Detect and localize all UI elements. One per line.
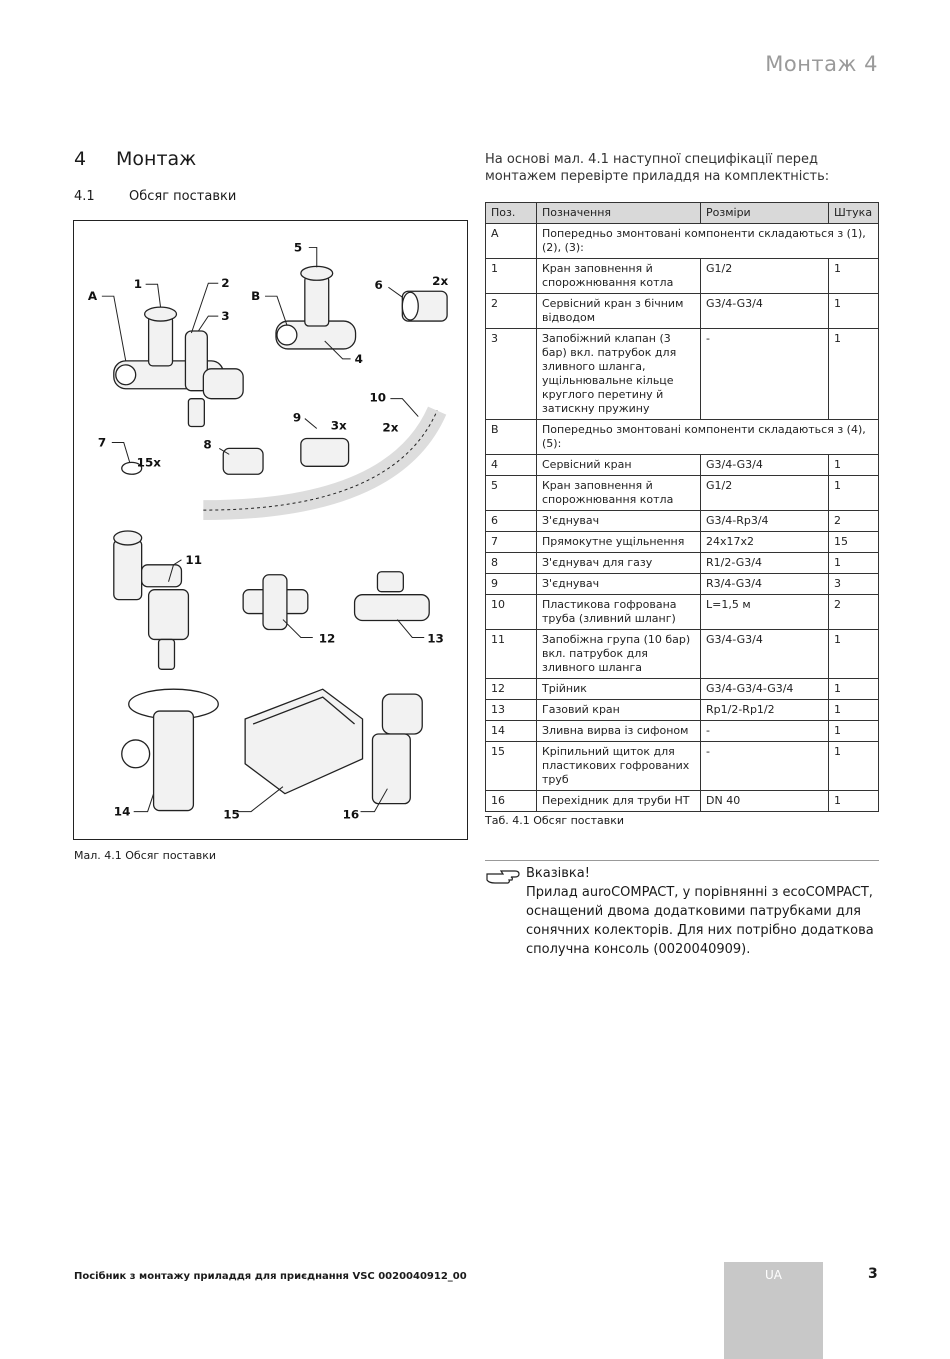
fig-label-8: 8	[203, 437, 212, 452]
fig-label-13: 13	[427, 631, 444, 646]
fig-label-2: 2	[221, 276, 230, 291]
table-row	[486, 553, 879, 574]
cell-qty: 1	[829, 455, 879, 476]
fig-label-B: B	[251, 289, 261, 304]
cell-pos: 1	[486, 259, 537, 294]
cell-name: Запобіжна група (10 бар) вкл. патрубок для зливного шланга	[537, 630, 701, 679]
cell-qty: 1	[829, 630, 879, 679]
cell-qty: 1	[829, 679, 879, 700]
cell-name: Газовий кран	[537, 700, 701, 721]
heading-1-title: Монтаж	[116, 148, 197, 170]
table-row	[486, 630, 879, 679]
table-body	[486, 224, 879, 812]
fig-label-9-qty: 3x	[330, 418, 347, 433]
cell-name: Зливна вирва із сифоном	[537, 721, 701, 742]
table-row	[486, 294, 879, 329]
cell-pos: B	[486, 420, 537, 455]
cell-size: 24x17x2	[701, 532, 829, 553]
cell-size: -	[701, 742, 829, 791]
col-header-pos: Поз.	[486, 203, 537, 224]
cell-name: Сервісний кран	[537, 455, 701, 476]
fig-label-3: 3	[221, 309, 230, 324]
cell-qty: 1	[829, 329, 879, 420]
fig-label-1: 1	[133, 277, 142, 292]
cell-pos: 15	[486, 742, 537, 791]
figure-caption: Мал. 4.1 Обсяг поставки	[74, 849, 217, 862]
table-row	[486, 721, 879, 742]
fig-label-12: 12	[318, 631, 336, 646]
col-header-name: Позначення	[537, 203, 701, 224]
table-row	[486, 679, 879, 700]
fig-label-15: 15	[223, 807, 240, 822]
cell-pos: 9	[486, 574, 537, 595]
figure-delivery-scope	[73, 220, 468, 840]
heading-2-title: Обсяг поставки	[129, 189, 237, 204]
figure-illustration	[74, 221, 467, 839]
cell-size: R3/4-G3/4	[701, 574, 829, 595]
delivery-scope-table	[485, 202, 879, 812]
cell-qty: 1	[829, 553, 879, 574]
cell-pos: 7	[486, 532, 537, 553]
fig-label-16: 16	[342, 807, 360, 822]
table-row	[486, 259, 879, 294]
cell-pos: 11	[486, 630, 537, 679]
note-title: Вказівка!	[526, 866, 590, 881]
fig-label-10-qty: 2x	[382, 420, 399, 435]
cell-qty: 1	[829, 294, 879, 329]
cell-name: Кран заповнення й спорожнювання котла	[537, 259, 701, 294]
fig-label-4: 4	[354, 351, 363, 366]
note-text: Прилад auroCOMPACT, у порівнянні з ecoCOMPACT, оснащений двома додатковими патрубками для сонячних колекторів. Для них потрібно додаткова сполучна консоль (0020040909).	[526, 885, 874, 957]
fig-label-7: 7	[97, 435, 107, 450]
table-row	[486, 742, 879, 791]
fig-label-9: 9	[292, 410, 302, 425]
cell-qty: 1	[829, 476, 879, 511]
cell-pos: 8	[486, 553, 537, 574]
cell-size: G1/2	[701, 476, 829, 511]
cell-qty: 1	[829, 721, 879, 742]
cell-name: Трійник	[537, 679, 701, 700]
table-row	[486, 532, 879, 553]
cell-size: G3/4-Rp3/4	[701, 511, 829, 532]
cell-size: -	[701, 721, 829, 742]
cell-qty: 1	[829, 259, 879, 294]
table-row	[486, 700, 879, 721]
table-caption: Таб. 4.1 Обсяг поставки	[485, 814, 625, 827]
table-header-row	[486, 203, 879, 224]
col-header-qty: Штука	[829, 203, 879, 224]
heading-2	[74, 189, 236, 204]
col-header-size: Розміри	[701, 203, 829, 224]
cell-size: DN 40	[701, 791, 829, 812]
cell-qty: 15	[829, 532, 879, 553]
cell-name: Прямокутне ущільнення	[537, 532, 701, 553]
cell-name: З'єднувач	[537, 511, 701, 532]
table-row	[486, 595, 879, 630]
cell-name: З'єднувач для газу	[537, 553, 701, 574]
fig-label-11: 11	[185, 552, 203, 567]
fig-label-7-qty: 15x	[136, 455, 161, 470]
cell-group-text: Попередньо змонтовані компоненти складаються з (1), (2), (3):	[537, 224, 879, 259]
cell-group-text: Попередньо змонтовані компоненти складаються з (4), (5):	[537, 420, 879, 455]
cell-name: Пластикова гофрована труба (зливний шланг)	[537, 595, 701, 630]
table-row	[486, 420, 879, 455]
cell-size: G1/2	[701, 259, 829, 294]
cell-name: Кріпильний щиток для пластикових гофрованих труб	[537, 742, 701, 791]
cell-size: G3/4-G3/4	[701, 630, 829, 679]
cell-size: L=1,5 м	[701, 595, 829, 630]
cell-size: G3/4-G3/4-G3/4	[701, 679, 829, 700]
table-row	[486, 476, 879, 511]
cell-qty: 3	[829, 574, 879, 595]
cell-qty: 2	[829, 595, 879, 630]
cell-name: Запобіжний клапан (3 бар) вкл. патрубок для зливного шланга, ущільнювальне кільце круглого перетину й затискну пружину	[537, 329, 701, 420]
page-number: 3	[868, 1266, 878, 1282]
cell-size: G3/4-G3/4	[701, 294, 829, 329]
fig-label-6-qty: 2x	[432, 274, 449, 289]
cell-name: Перехідник для труби HT	[537, 791, 701, 812]
cell-pos: 2	[486, 294, 537, 329]
cell-pos: 14	[486, 721, 537, 742]
fig-label-5: 5	[293, 240, 303, 255]
table-row	[486, 574, 879, 595]
cell-qty: 1	[829, 742, 879, 791]
table-row	[486, 329, 879, 420]
cell-pos: 5	[486, 476, 537, 511]
table-row	[486, 224, 879, 259]
fig-label-A: A	[87, 289, 98, 304]
pointing-hand-icon	[485, 866, 521, 886]
cell-pos: 13	[486, 700, 537, 721]
cell-pos: 16	[486, 791, 537, 812]
heading-2-number: 4.1	[74, 189, 95, 204]
cell-qty: 2	[829, 511, 879, 532]
fig-label-14: 14	[113, 804, 131, 819]
cell-pos: 6	[486, 511, 537, 532]
cell-pos: 10	[486, 595, 537, 630]
cell-name: З'єднувач	[537, 574, 701, 595]
cell-size: R1/2-G3/4	[701, 553, 829, 574]
table-row	[486, 455, 879, 476]
table-row	[486, 511, 879, 532]
cell-size: Rp1/2-Rp1/2	[701, 700, 829, 721]
cell-name: Сервісний кран з бічним відводом	[537, 294, 701, 329]
fig-label-6: 6	[374, 278, 383, 293]
intro-paragraph: На основі мал. 4.1 наступної специфікації перед монтажем перевірте приладдя на комплектність:	[485, 152, 830, 184]
table-row	[486, 791, 879, 812]
note-divider	[485, 860, 879, 861]
cell-pos: A	[486, 224, 537, 259]
footer-language: UA	[765, 1268, 782, 1282]
cell-qty: 1	[829, 700, 879, 721]
cell-pos: 4	[486, 455, 537, 476]
cell-pos: 3	[486, 329, 537, 420]
footer-document-title: Посібник з монтажу приладдя для приєднання VSC 0020040912_00	[74, 1271, 467, 1282]
cell-pos: 12	[486, 679, 537, 700]
cell-name: Кран заповнення й спорожнювання котла	[537, 476, 701, 511]
heading-1-number: 4	[74, 148, 87, 170]
cell-size: G3/4-G3/4	[701, 455, 829, 476]
cell-qty: 1	[829, 791, 879, 812]
fig-label-10: 10	[369, 390, 387, 405]
heading-1	[74, 148, 196, 170]
page-section-title: Монтаж 4	[765, 52, 878, 76]
cell-size: -	[701, 329, 829, 420]
